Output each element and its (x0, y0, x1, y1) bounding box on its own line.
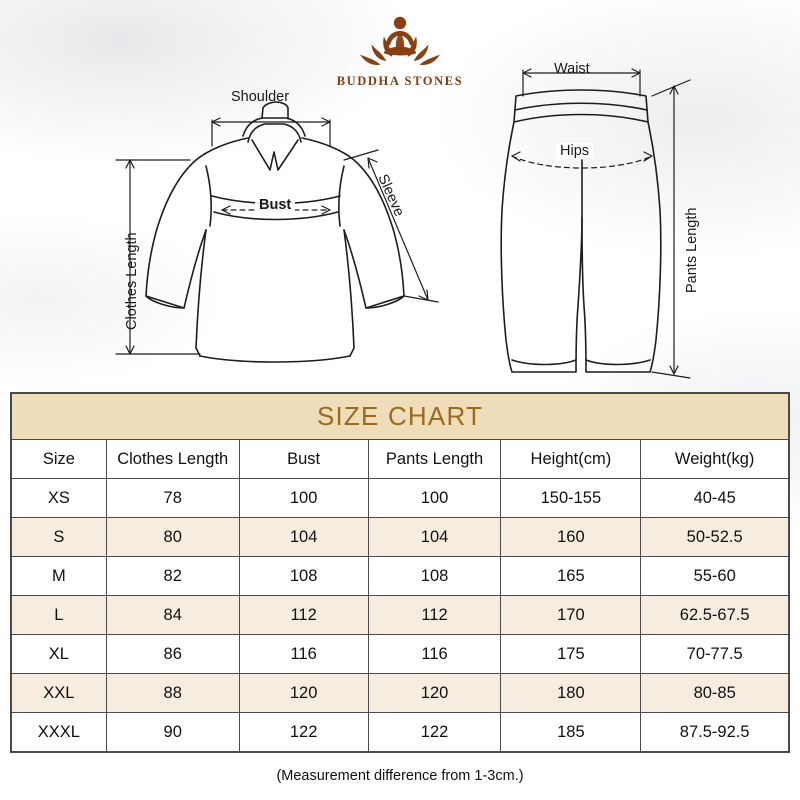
cell-weight: 87.5-92.5 (641, 713, 789, 752)
table-row (12, 674, 789, 713)
cell-bust: 116 (239, 635, 368, 674)
cell-weight: 70-77.5 (641, 635, 789, 674)
table-row (12, 479, 789, 518)
cell-height: 160 (501, 518, 641, 557)
cell-size: XXL (12, 674, 107, 713)
brand-name: BUDDHA STONES (336, 74, 464, 88)
cell-height: 185 (501, 713, 641, 752)
cell-pants-length: 120 (368, 674, 501, 713)
label-bust: Bust (255, 197, 295, 213)
cell-bust: 122 (239, 713, 368, 752)
table-row (12, 713, 789, 752)
cell-pants-length: 100 (368, 479, 501, 518)
cell-clothes-length: 78 (106, 479, 239, 518)
cell-bust: 120 (239, 674, 368, 713)
label-clothes-length: Clothes Length (124, 232, 140, 330)
cell-clothes-length: 84 (106, 596, 239, 635)
cell-height: 180 (501, 674, 641, 713)
cell-height: 175 (501, 635, 641, 674)
cell-size: S (12, 518, 107, 557)
cell-clothes-length: 90 (106, 713, 239, 752)
cell-bust: 108 (239, 557, 368, 596)
column-header-pants-length: Pants Length (368, 440, 501, 479)
cell-pants-length: 116 (368, 635, 501, 674)
label-sleeve: Sleeve (374, 172, 408, 220)
cell-weight: 62.5-67.5 (641, 596, 789, 635)
size-chart-table-wrapper (10, 392, 790, 753)
cell-size: M (12, 557, 107, 596)
cell-clothes-length: 88 (106, 674, 239, 713)
cell-bust: 104 (239, 518, 368, 557)
size-chart-table (11, 393, 789, 752)
cell-bust: 100 (239, 479, 368, 518)
cell-size: XS (12, 479, 107, 518)
table-header-row (12, 440, 789, 479)
column-header-size: Size (12, 440, 107, 479)
label-hips: Hips (556, 143, 593, 159)
cell-pants-length: 108 (368, 557, 501, 596)
cell-size: XXXL (12, 713, 107, 752)
cell-weight: 80-85 (641, 674, 789, 713)
cell-weight: 40-45 (641, 479, 789, 518)
cell-pants-length: 112 (368, 596, 501, 635)
measurement-note: (Measurement difference from 1-3cm.) (276, 768, 524, 784)
column-header-height: Height(cm) (501, 440, 641, 479)
cell-clothes-length: 80 (106, 518, 239, 557)
cell-height: 165 (501, 557, 641, 596)
size-chart-title: SIZE CHART (12, 394, 789, 440)
cell-pants-length: 104 (368, 518, 501, 557)
cell-weight: 50-52.5 (641, 518, 789, 557)
cell-clothes-length: 82 (106, 557, 239, 596)
table-row (12, 635, 789, 674)
label-pants-length: Pants Length (684, 207, 700, 293)
cell-weight: 55-60 (641, 557, 789, 596)
cell-height: 150-155 (501, 479, 641, 518)
cell-size: L (12, 596, 107, 635)
cell-clothes-length: 86 (106, 635, 239, 674)
cell-height: 170 (501, 596, 641, 635)
cell-bust: 112 (239, 596, 368, 635)
table-row (12, 518, 789, 557)
table-row (12, 557, 789, 596)
cell-pants-length: 122 (368, 713, 501, 752)
cell-size: XL (12, 635, 107, 674)
column-header-weight: Weight(kg) (641, 440, 789, 479)
garment-illustration (0, 0, 800, 392)
table-row (12, 596, 789, 635)
label-shoulder: Shoulder (231, 89, 290, 105)
column-header-bust: Bust (239, 440, 368, 479)
label-waist: Waist (554, 61, 590, 77)
column-header-clothes-length: Clothes Length (106, 440, 239, 479)
table-title-row (12, 394, 789, 440)
